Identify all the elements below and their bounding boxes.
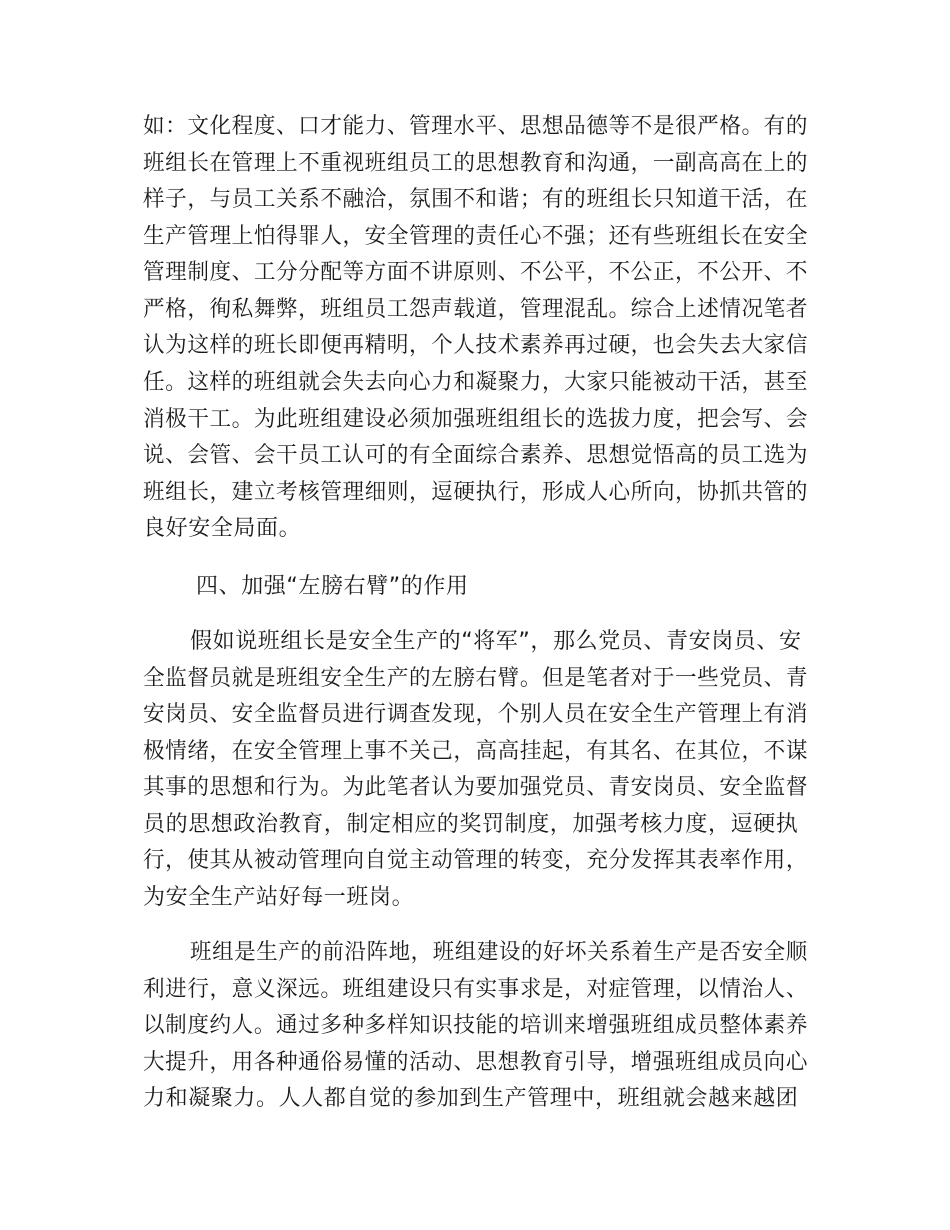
text-line: 利进行，意义深远。班组建设只有实事求是，对症管理，以情治人、 <box>143 977 808 1002</box>
section-heading: 四、加强“左膀右臂”的作用 <box>196 574 469 599</box>
text-line: 大提升，用各种通俗易懂的活动、思想教育引导，增强班组成员向心 <box>143 1050 808 1075</box>
text-line: 行，使其从被动管理向自觉主动管理的转变，充分发挥其表率作用， <box>143 848 808 873</box>
text-line: 班组长，建立考核管理细则，逗硬执行，形成人心所向，协抓共管的 <box>143 480 808 505</box>
text-line: 安岗员、安全监督员进行调查发现，个别人员在安全生产管理上有消 <box>143 702 808 727</box>
text-line: 严格，徇私舞弊，班组员工怨声载道，管理混乱。综合上述情况笔者 <box>143 297 808 322</box>
text-line: 认为这样的班长即便再精明，个人技术素养再过硬，也会失去大家信 <box>143 333 808 358</box>
text-line: 消极干工。为此班组建设必须加强班组组长的选拔力度，把会写、会 <box>143 407 808 432</box>
text-line: 极情绪，在安全管理上事不关己，高高挂起，有其名、在其位，不谋 <box>143 739 808 764</box>
text-line: 员的思想政治教育，制定相应的奖罚制度，加强考核力度，逗硬执 <box>143 812 799 837</box>
text-line: 如：文化程度、口才能力、管理水平、思想品德等不是很严格。有的 <box>143 114 808 139</box>
text-line: 班组长在管理上不重视班组员工的思想教育和沟通，一副高高在上的 <box>143 151 808 176</box>
text-line: 管理制度、工分分配等方面不讲原则、不公平，不公正，不公开、不 <box>143 260 808 285</box>
text-line: 为安全生产站好每一班岗。 <box>143 885 415 910</box>
text-line: 任。这样的班组就会失去向心力和凝聚力，大家只能被动干活，甚至 <box>143 370 808 395</box>
text-line: 假如说班组长是安全生产的“将军”，那么党员、青安岗员、安 <box>190 629 802 654</box>
text-line: 班组是生产的前沿阵地，班组建设的好坏关系着生产是否安全顺 <box>190 940 808 965</box>
text-line: 说、会管、会干员工认可的有全面综合素养、思想觉悟高的员工选为 <box>143 443 808 468</box>
text-line: 样子，与员工关系不融洽，氛围不和谐；有的班组长只知道干活，在 <box>143 187 808 212</box>
text-line: 良好安全局面。 <box>143 516 302 541</box>
text-line: 以制度约人。通过多种多样知识技能的培训来增强班组成员整体素养 <box>143 1013 808 1038</box>
text-line: 全监督员就是班组安全生产的左膀右臂。但是笔者对于一些党员、青 <box>143 666 808 691</box>
text-line: 生产管理上怕得罪人，安全管理的责任心不强；还有些班组长在安全 <box>143 224 808 249</box>
text-line: 其事的思想和行为。为此笔者认为要加强党员、青安岗员、安全监督 <box>143 775 808 800</box>
text-line: 力和凝聚力。人人都自觉的参加到生产管理中，班组就会越来越团 <box>143 1086 799 1111</box>
